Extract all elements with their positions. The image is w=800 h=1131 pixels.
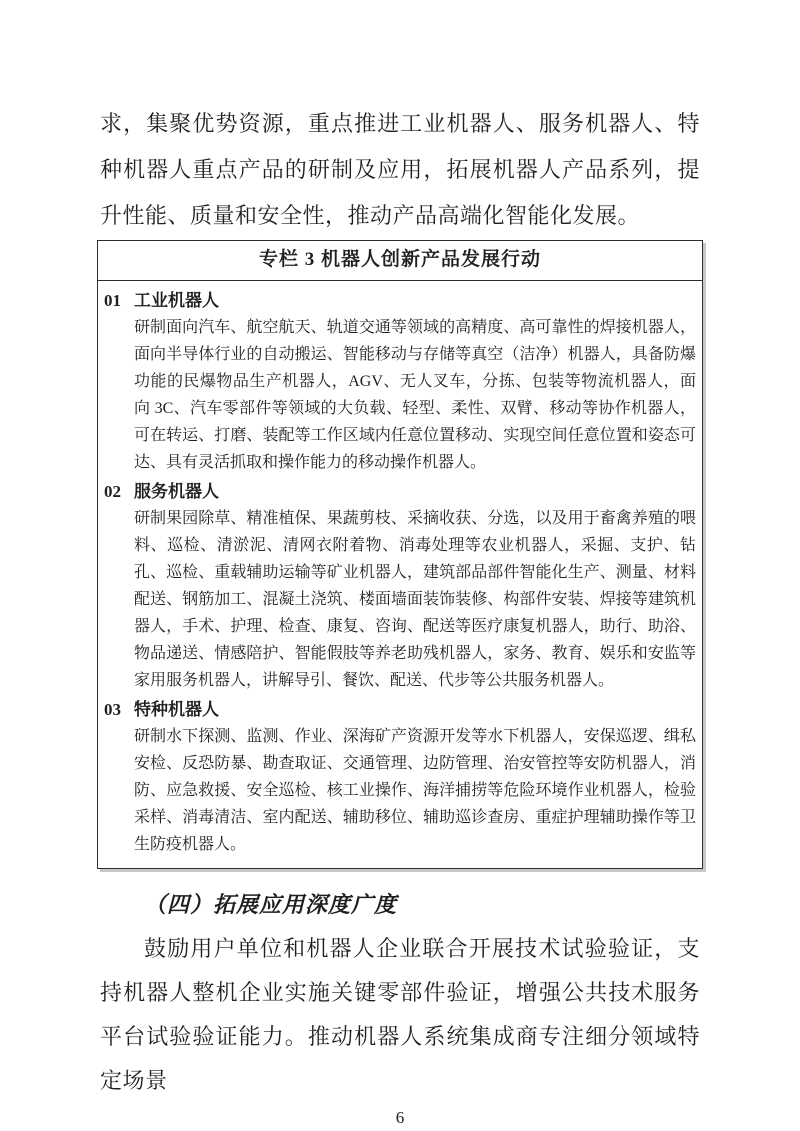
section-service-robots [104, 478, 696, 694]
box-body [98, 281, 702, 868]
section-head [104, 287, 696, 314]
body-paragraph: 鼓励用户单位和机器人企业联合开展技术试验验证，支持机器人整机企业实施关键零部件验证，增强公共技术服务平台试验验证能力。推动机器人系统集成商专注细分领域特定场景 [100, 936, 700, 1093]
section-industrial-robots [104, 287, 696, 476]
subsection-heading: （四）拓展应用深度广度 [144, 892, 398, 917]
section-number: 01 [104, 291, 121, 310]
section-title: 特种机器人 [134, 700, 219, 719]
section-body-text: 研制面向汽车、航空航天、轨道交通等领域的高精度、高可靠性的焊接机器人，面向半导体行业的自动搬运、智能移动与存储等真空（洁净）机器人，具备防爆功能的民爆物品生产机器人，AGV、无人叉车，分拣、包装等物流机器人，面向 3C、汽车零部件等领域的大负载、轻型、柔性、双臂、移动等协作机器人，可在转运、打磨、装配等工作区域内任意位置移动、实现空间任意位置和姿态可达、具有灵活抓取和操作能力的移动操作机器人。 [134, 319, 696, 471]
section-body-text: 研制果园除草、精准植保、果蔬剪枝、采摘收获、分选，以及用于畜禽养殖的喂料、巡检、清淤泥、清网衣附着物、消毒处理等农业机器人，采掘、支护、钻孔、巡检、重载辅助运输等矿业机器人，建筑部品部件智能化生产、测量、材料配送、钢筋加工、混凝土浇筑、楼面墙面装饰装修、构部件安装、焊接等建筑机器人，手术、护理、检查、康复、咨询、配送等医疗康复机器人，助行、助浴、物品递送、情感陪护、智能假肢等养老助残机器人，家务、教育、娱乐和安监等家用服务机器人，讲解导引、餐饮、配送、代步等公共服务机器人。 [134, 510, 696, 689]
box-title: 专栏 3 机器人创新产品发展行动 [98, 241, 702, 281]
intro-paragraph: 求，集聚优势资源，重点推进工业机器人、服务机器人、特种机器人重点产品的研制及应用，拓展机器人产品系列，提升性能、质量和安全性，推动产品高端化智能化发展。 [100, 111, 700, 228]
column-3-box [97, 240, 703, 869]
section-head [104, 478, 696, 505]
section-head [104, 696, 696, 723]
section-body-text: 研制水下探测、监测、作业、深海矿产资源开发等水下机器人，安保巡逻、缉私安检、反恐防暴、勘查取证、交通管理、边防管理、治安管控等安防机器人，消防、应急救援、安全巡检、核工业操作、海洋捕捞等危险环境作业机器人，检验采样、消毒清洁、室内配送、辅助移位、辅助巡诊查房、重症护理辅助操作等卫生防疫机器人。 [134, 728, 696, 853]
section-special-robots [104, 696, 696, 858]
page-number: 6 [395, 1108, 405, 1127]
section-title: 工业机器人 [134, 291, 219, 310]
section-number: 03 [104, 700, 121, 719]
section-number: 02 [104, 482, 121, 501]
section-title: 服务机器人 [134, 482, 219, 501]
